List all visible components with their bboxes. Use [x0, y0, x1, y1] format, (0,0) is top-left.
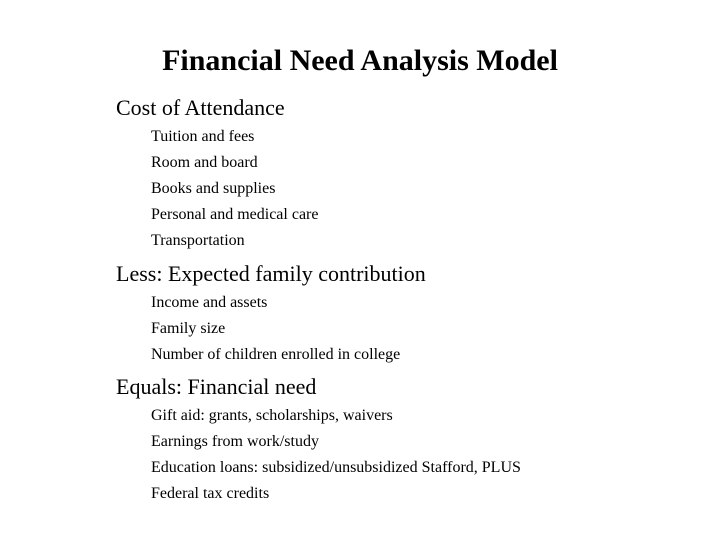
list-item: Federal tax credits — [151, 485, 270, 502]
list-item: Family size — [151, 320, 226, 337]
list-item: Personal and medical care — [151, 206, 319, 223]
list-item: Income and assets — [151, 294, 268, 311]
list-item: Number of children enrolled in college — [151, 346, 401, 363]
list-item: Room and board — [151, 154, 258, 171]
list-item: Education loans: subsidized/unsubsidized Stafford, PLUS — [151, 459, 521, 476]
list-item: Tuition and fees — [151, 128, 255, 145]
section-heading: Equals: Financial need — [116, 374, 317, 399]
list-item: Earnings from work/study — [151, 433, 319, 450]
list-item: Gift aid: grants, scholarships, waivers — [151, 407, 393, 424]
list-item: Books and supplies — [151, 180, 276, 197]
list-item: Transportation — [151, 232, 245, 249]
page-title: Financial Need Analysis Model — [162, 44, 558, 77]
section-heading: Less: Expected family contribution — [116, 261, 426, 286]
section-heading: Cost of Attendance — [116, 95, 285, 120]
